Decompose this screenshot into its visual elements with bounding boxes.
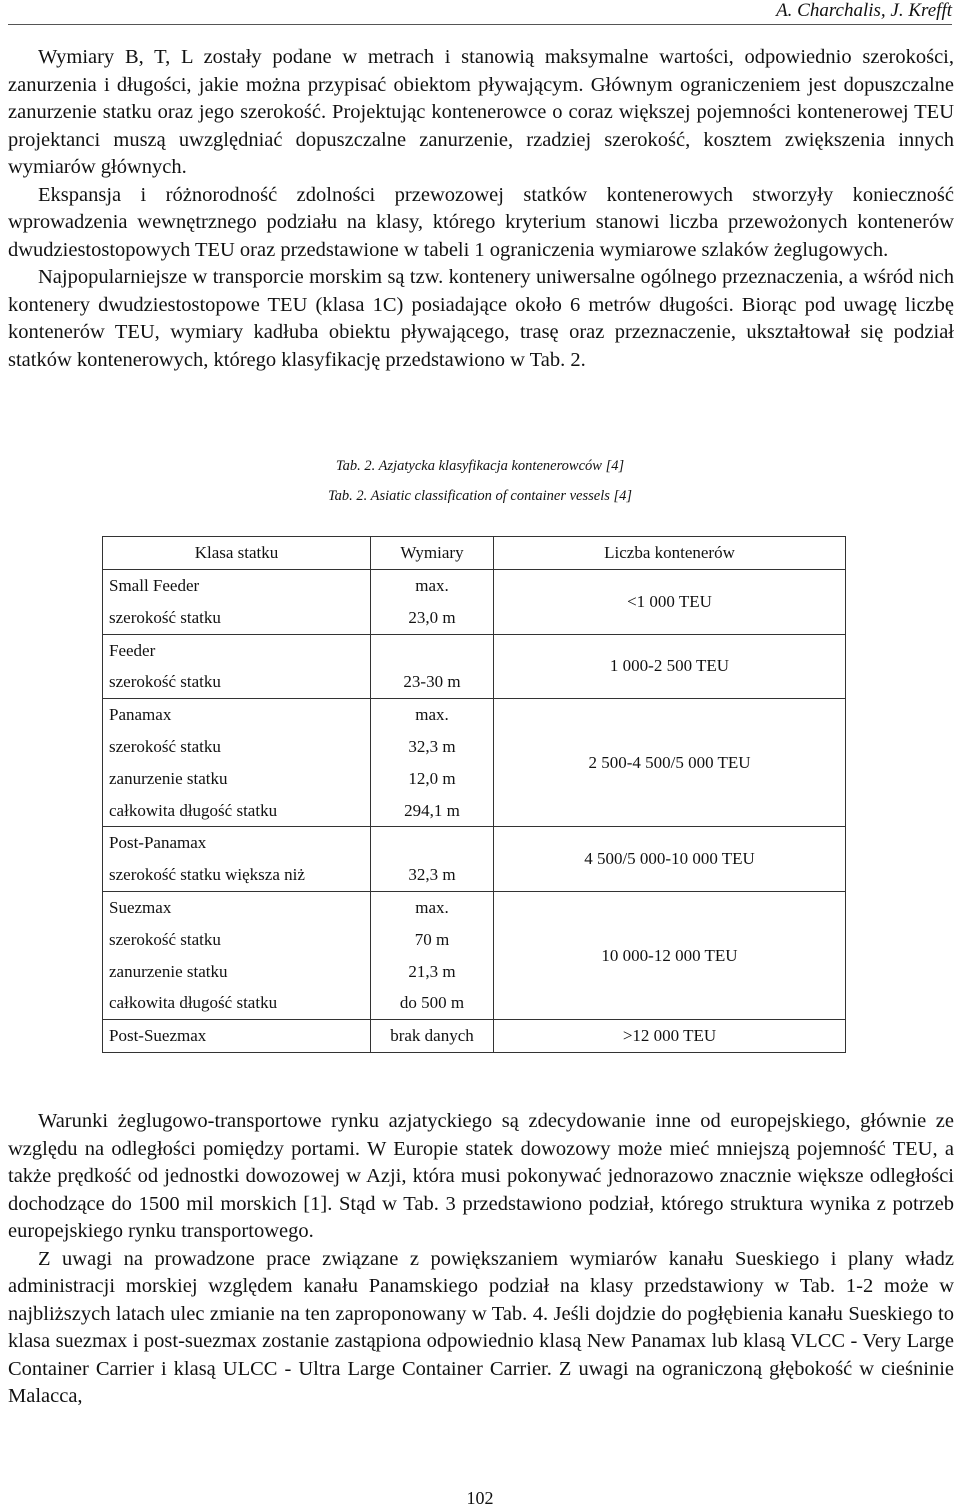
container-count-cell: 10 000-12 000 TEU <box>494 891 846 1019</box>
paragraph: Wymiary B, T, L zostały podane w metrach i stanowią maksymalne wartości, odpowiednio szerokości, zanurzenia i długości, jakie można przypisać obiektom pływającym. Głównym ograniczeniem jest dopuszczalne zanurzenie statku oraz jego szerokość. Projektując kontenerowce o coraz większej pojemności kontenerowej TEU projektanci muszą uwzględniać dopuszczalne zanurzenie, rzadziej szerokość, kosztem zwiększenia innych wymiarów głównych. <box>8 46 954 178</box>
table-row <box>103 891 846 923</box>
dimension-cell: max. <box>371 570 494 602</box>
container-count-cell: >12 000 TEU <box>494 1020 846 1053</box>
dimension-cell: 32,3 m <box>371 731 494 763</box>
class-cell: szerokość statku <box>103 924 371 956</box>
dimension-cell: 23-30 m <box>371 666 494 698</box>
dimension-cell: 32,3 m <box>371 859 494 891</box>
class-cell: całkowita długość statku <box>103 795 371 827</box>
paragraph: Najpopularniejsze w transporcie morskim są tzw. kontenery uniwersalne ogólnego przeznaczenia, a wśród nich kontenery dwudziestostopowe TEU (klasa 1C) posiadające około 6 metrów długości. Biorąc pod uwagę liczbę kontenerów TEU, wymiary kadłuba obiektu pływającego, trasę oraz przeznaczenie, ukształtował się podział statków kontenerowych, którego klasyfikację przedstawiono w Tab. 2. <box>8 266 954 371</box>
container-count-cell: 2 500-4 500/5 000 TEU <box>494 699 846 827</box>
class-cell: Feeder <box>103 634 371 666</box>
class-cell: Post-Panamax <box>103 827 371 859</box>
body-text-bottom <box>8 1108 954 1411</box>
dimension-cell: 12,0 m <box>371 763 494 795</box>
class-cell: szerokość statku <box>103 666 371 698</box>
dimension-cell: do 500 m <box>371 987 494 1019</box>
dimension-cell: max. <box>371 699 494 731</box>
table-row <box>103 699 846 731</box>
table-header-row <box>103 537 846 570</box>
dimension-cell: 70 m <box>371 924 494 956</box>
class-cell: szerokość statku większa niż <box>103 859 371 891</box>
class-cell: zanurzenie statku <box>103 956 371 988</box>
dimension-cell: brak danych <box>371 1020 494 1053</box>
class-cell: szerokość statku <box>103 731 371 763</box>
table-row <box>103 570 846 602</box>
dimension-cell <box>371 827 494 859</box>
paragraph: Warunki żeglugowo-transportowe rynku azjatyckiego są zdecydowanie inne od europejskiego, głównie ze względu na odległości pomiędzy portami. W Europie statek dowozowy może mieć mniejszą pojemność TEU, a także prędkość od jednostki dowozowej w Azji, która musi pokonywać jednorazowo znacznie większe odległości dochodzące do 1500 mil morskich [1]. Stąd w Tab. 3 przedstawiono podział, którego struktura wynika z potrzeb europejskiego rynku transportowego. <box>8 1110 954 1242</box>
container-count-cell: 4 500/5 000-10 000 TEU <box>494 827 846 892</box>
class-cell: Suezmax <box>103 891 371 923</box>
class-cell: Panamax <box>103 699 371 731</box>
dimension-cell: 294,1 m <box>371 795 494 827</box>
page-number: 102 <box>466 1488 494 1508</box>
container-count-cell: 1 000-2 500 TEU <box>494 634 846 699</box>
container-count-cell: <1 000 TEU <box>494 570 846 635</box>
dimension-cell <box>371 634 494 666</box>
table-row <box>103 827 846 859</box>
class-cell: szerokość statku <box>103 602 371 634</box>
running-header: A. Charchalis, J. Krefft <box>776 0 952 21</box>
body-text-top <box>8 44 954 374</box>
class-cell: Small Feeder <box>103 570 371 602</box>
paragraph: Ekspansja i różnorodność zdolności przewozowej statków kontenerowych stworzyły konieczność wprowadzenia wewnętrznego podziału na klasy, którego kryterium stanowi liczba przewożonych kontenerów dwudziestostopowych TEU oraz przedstawione w tabeli 1 ograniczenia wymiarowe szlaków żeglugowych. <box>8 183 954 261</box>
header-rule <box>8 24 952 25</box>
table-caption-en: Tab. 2. Asiatic classification of container vessels [4] <box>327 488 633 504</box>
dimension-cell: max. <box>371 891 494 923</box>
table-row <box>103 1020 846 1053</box>
dimension-cell: 23,0 m <box>371 602 494 634</box>
class-cell: zanurzenie statku <box>103 763 371 795</box>
class-cell: całkowita długość statku <box>103 987 371 1019</box>
column-header: Liczba kontenerów <box>494 537 846 570</box>
dimension-cell: 21,3 m <box>371 956 494 988</box>
classification-table <box>102 536 846 1053</box>
column-header: Wymiary <box>371 537 494 570</box>
column-header: Klasa statku <box>103 537 371 570</box>
paragraph: Z uwagi na prowadzone prace związane z powiększaniem wymiarów kanału Sueskiego i plany władz administracji morskiej względem kanału Panamskiego podział na klasy przedstawiony w Tab. 1-2 może w najbliższych latach ulec zmianie na ten zaproponowany w Tab. 4. Jeśli dojdzie do pogłębienia kanału Sueskiego to klasa suezmax i post-suezmax zostanie zastąpiona odpowiednio klasą New Panamax lub klasą VLCC - Very Large Container Carrier i klasą ULCC - Ultra Large Container Carrier. Z uwagi na ograniczoną głębokość w cieśninie Malacca, <box>8 1247 954 1407</box>
table-caption-pl: Tab. 2. Azjatycka klasyfikacja kontenerowców [4] <box>335 458 625 474</box>
table-row <box>103 634 846 666</box>
class-cell: Post-Suezmax <box>103 1020 371 1053</box>
